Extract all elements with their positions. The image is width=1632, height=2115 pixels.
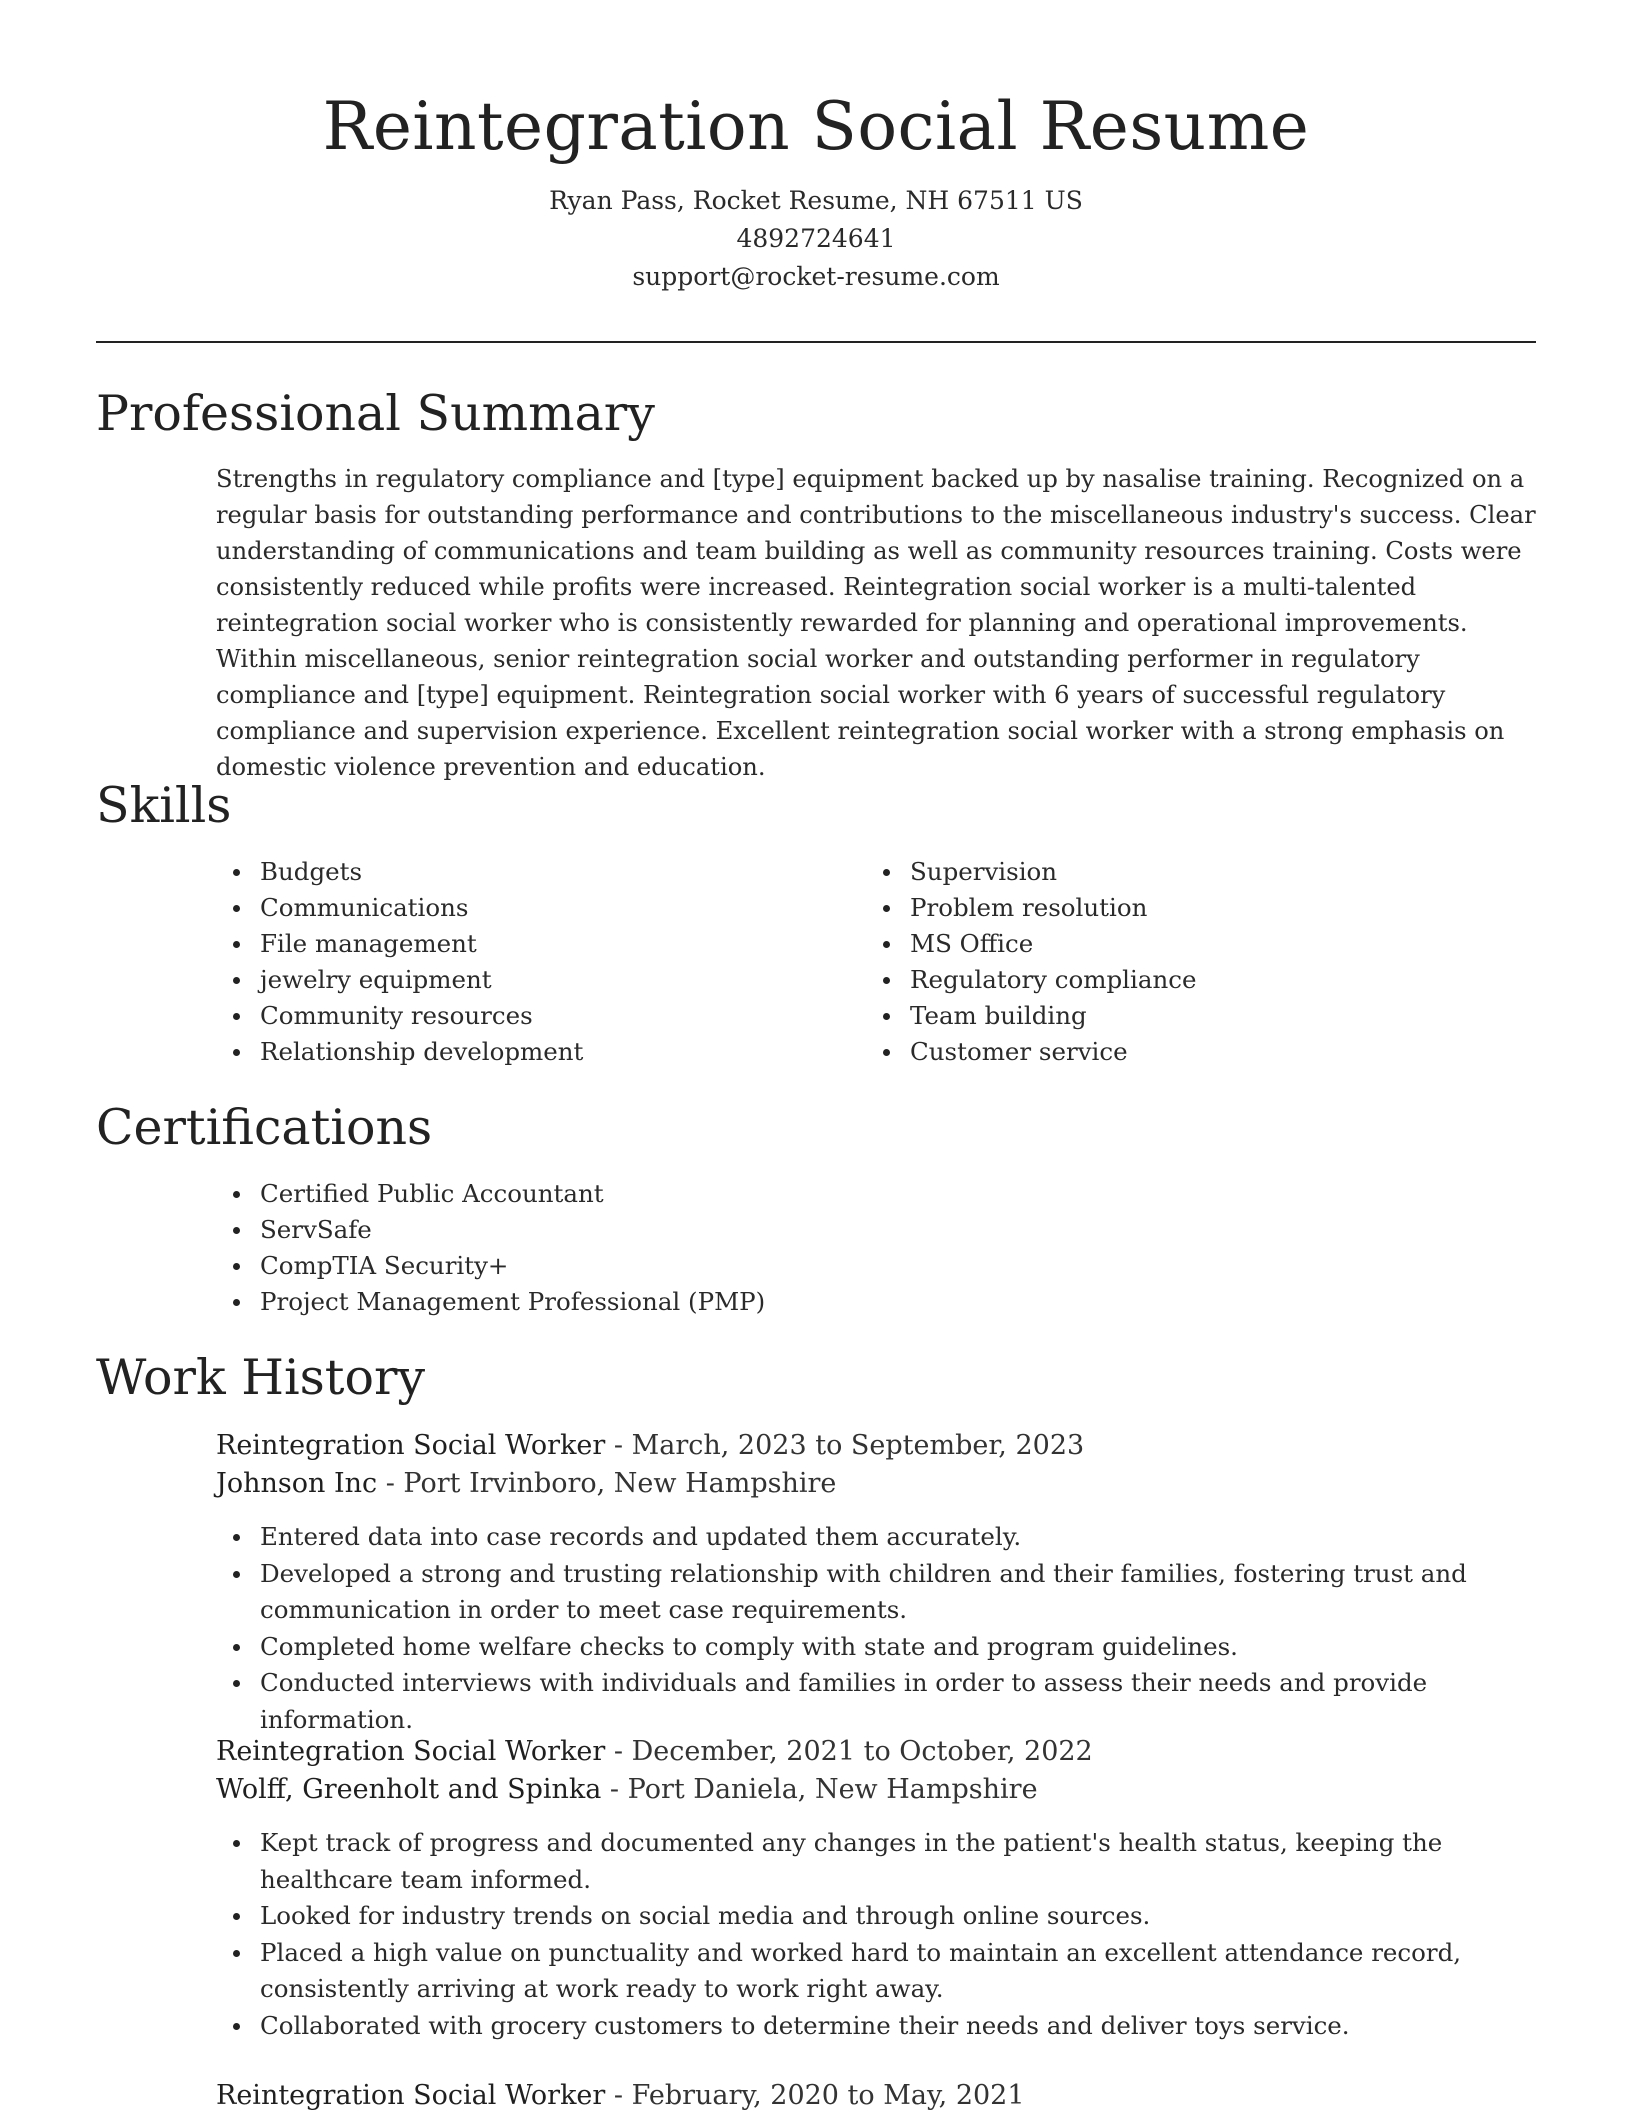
- skill-item: jewelry equipment: [216, 962, 836, 998]
- skill-item: Customer service: [866, 1034, 1486, 1070]
- certification-item: Project Management Professional (PMP): [216, 1284, 1516, 1320]
- contact-address: Ryan Pass, Rocket Resume, NH 67511 US: [549, 186, 1083, 215]
- skill-item: MS Office: [866, 926, 1486, 962]
- skill-item: Supervision: [866, 854, 1486, 890]
- skill-item: Budgets: [216, 854, 836, 890]
- job-separator: -: [601, 1774, 628, 1805]
- summary-heading: Professional Summary: [96, 385, 655, 442]
- certification-item: CompTIA Security+: [216, 1248, 1516, 1284]
- skills-list-left: [216, 854, 836, 1070]
- work-history-heading: Work History: [96, 1349, 426, 1406]
- job-title-line: [216, 2077, 1541, 2115]
- job-entry: [216, 1427, 1541, 1738]
- summary-text: Strengths in regulatory compliance and [type] equipment backed up by nasalise training. Recognized on a regular basis for outstanding performance and contributions to the miscellaneous industry's success. Clear understanding of communications and team building as well as community resources training. Costs were consistently reduced while profits were increased. Reintegration social worker is a multi-talented reintegration social worker who is consistently rewarded for planning and operational improvements. Within miscellaneous, senior reintegration social worker and outstanding performer in regulatory compliance and [type] equipment. Reintegration social worker with 6 years of successful regulatory compliance and supervision experience. Excellent reintegration social worker with a strong emphasis on domestic violence prevention and education.: [216, 465, 1536, 781]
- job-company-line: [216, 1465, 1541, 1503]
- job-separator: -: [605, 1430, 632, 1461]
- job-duty: Looked for industry trends on social media and through online sources.: [216, 1898, 1541, 1935]
- job-location: Port Daniela, New Hampshire: [627, 1774, 1038, 1805]
- job-duties-list: [216, 1825, 1541, 2044]
- skills-list-right: [866, 854, 1486, 1070]
- certifications-heading: Certifications: [96, 1099, 433, 1156]
- job-separator: -: [377, 1468, 404, 1499]
- job-company: Johnson Inc: [216, 1468, 378, 1499]
- job-duty: Placed a high value on punctuality and worked hard to maintain an excellent attendance record, consistently arriving at work ready to work right away.: [216, 1935, 1541, 2008]
- job-company: Wolff, Greenholt and Spinka: [216, 1774, 602, 1805]
- job-title-line: [216, 1427, 1541, 1465]
- job-title-line: [216, 1733, 1541, 1771]
- skill-item: Community resources: [216, 998, 836, 1034]
- contact-email: support@rocket-resume.com: [632, 262, 1000, 291]
- resume-header: [0, 0, 1632, 296]
- job-separator: -: [605, 1736, 632, 1767]
- certifications-list: [216, 1176, 1516, 1320]
- job-separator: -: [605, 2080, 632, 2111]
- header-divider: [96, 341, 1536, 343]
- job-duty: Conducted interviews with individuals and families in order to assess their needs and provide information.: [216, 1665, 1541, 1738]
- job-title: Reintegration Social Worker: [216, 1430, 606, 1461]
- skill-item: Relationship development: [216, 1034, 836, 1070]
- job-duty: Developed a strong and trusting relationship with children and their families, fostering trust and communication in order to meet case requirements.: [216, 1556, 1541, 1629]
- skill-item: Regulatory compliance: [866, 962, 1486, 998]
- job-duties-list: [216, 1519, 1541, 1738]
- resume-title: Reintegration Social Resume: [322, 88, 1310, 165]
- job-duty: Entered data into case records and updated them accurately.: [216, 1519, 1541, 1556]
- job-duty: Kept track of progress and documented any changes in the patient's health status, keeping the healthcare team informed.: [216, 1825, 1541, 1898]
- skill-item: Team building: [866, 998, 1486, 1034]
- certification-item: ServSafe: [216, 1212, 1516, 1248]
- job-dates: February, 2020 to May, 2021: [631, 2080, 1025, 2111]
- contact-phone: 4892724641: [736, 224, 896, 253]
- job-title: Reintegration Social Worker: [216, 1736, 606, 1767]
- job-duty: Completed home welfare checks to comply with state and program guidelines.: [216, 1629, 1541, 1666]
- skill-item: File management: [216, 926, 836, 962]
- job-dates: March, 2023 to September, 2023: [631, 1430, 1085, 1461]
- job-duty: Collaborated with grocery customers to determine their needs and deliver toys service.: [216, 2008, 1541, 2045]
- skill-item: Problem resolution: [866, 890, 1486, 926]
- job-title: Reintegration Social Worker: [216, 2080, 606, 2111]
- job-dates: December, 2021 to October, 2022: [631, 1736, 1093, 1767]
- skill-item: Communications: [216, 890, 836, 926]
- contact-info: [0, 182, 1632, 296]
- job-entry: [216, 2077, 1541, 2115]
- certification-item: Certified Public Accountant: [216, 1176, 1516, 1212]
- job-location: Port Irvinboro, New Hampshire: [403, 1468, 837, 1499]
- skills-heading: Skills: [96, 777, 232, 834]
- job-company-line: [216, 1771, 1541, 1809]
- job-entry: [216, 1733, 1541, 2044]
